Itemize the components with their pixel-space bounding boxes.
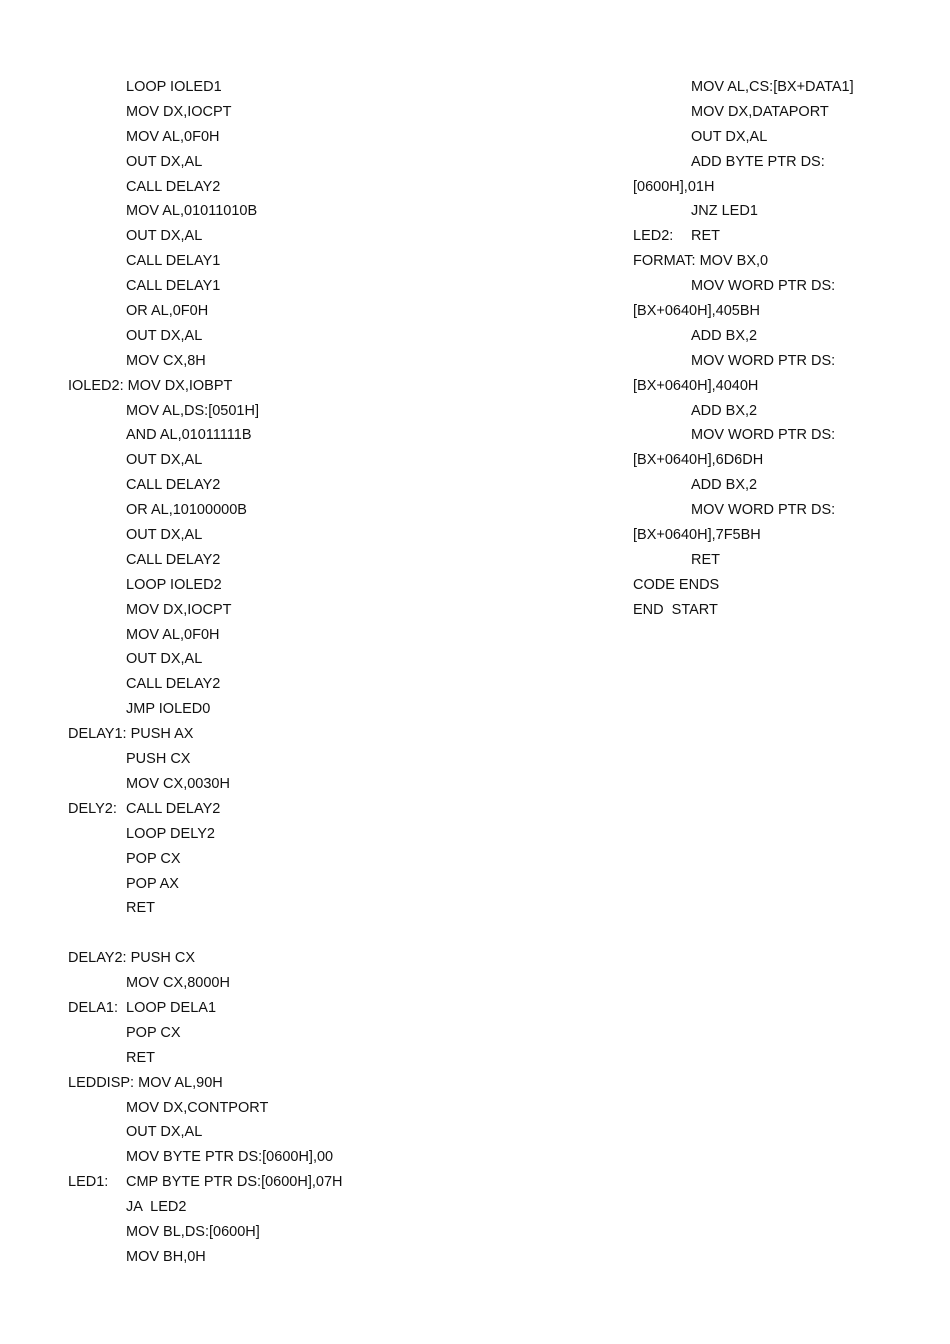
- code-instruction: CALL DELAY2: [126, 800, 221, 817]
- code-line: [68, 498, 488, 523]
- code-instruction: [0600H],01H: [633, 178, 715, 195]
- code-instruction: [BX+0640H],6D6DH: [633, 452, 764, 469]
- code-line: [68, 150, 488, 175]
- code-label: LED1:: [68, 1174, 109, 1191]
- code-instruction: MOV WORD PTR DS:: [691, 352, 836, 369]
- code-line: [68, 573, 488, 598]
- code-line: [68, 1046, 488, 1071]
- code-line: [68, 274, 488, 299]
- code-line: [633, 573, 933, 598]
- code-instruction: MOV AL,CS:[BX+DATA1]: [691, 79, 854, 95]
- code-instruction: RET: [691, 551, 720, 568]
- code-line: [68, 647, 488, 672]
- code-instruction: [BX+0640H],4040H: [633, 377, 759, 394]
- code-instruction: MOV AL,0F0H: [126, 626, 220, 643]
- code-line: [68, 448, 488, 473]
- code-instruction: MOV AL,01011010B: [126, 203, 258, 220]
- code-instruction: MOV BL,DS:[0600H]: [126, 1223, 260, 1240]
- code-instruction: CALL DELAY2: [126, 178, 221, 195]
- code-instruction: CALL DELAY1: [126, 278, 221, 295]
- code-instruction: OUT DX,AL: [126, 1124, 203, 1141]
- code-line: [68, 921, 488, 946]
- code-instruction: ADD BYTE PTR DS:: [691, 153, 825, 170]
- code-instruction: OUT DX,AL: [126, 228, 203, 245]
- code-line: [68, 872, 488, 897]
- code-line: [68, 224, 488, 249]
- code-line: [68, 1096, 488, 1121]
- code-line: [633, 498, 933, 523]
- code-instruction: MOV AL,DS:[0501H]: [126, 402, 259, 419]
- code-line: [633, 224, 933, 249]
- code-instruction: END START: [633, 601, 718, 618]
- code-line: [68, 399, 488, 424]
- code-instruction: LOOP DELY2: [126, 825, 215, 842]
- code-label: DELAY1:: [68, 726, 127, 743]
- code-line: [68, 1170, 488, 1195]
- code-instruction: ADD BX,2: [691, 402, 758, 419]
- code-instruction: MOV CX,8H: [126, 352, 206, 369]
- code-line: [68, 75, 488, 100]
- code-instruction: PUSH CX: [126, 751, 191, 768]
- code-label: IOLED2:: [68, 377, 124, 394]
- code-line: [68, 349, 488, 374]
- code-instruction: MOV DX,DATAPORT: [691, 103, 829, 120]
- code-line: [68, 996, 488, 1021]
- code-line: [68, 199, 488, 224]
- code-label: FORMAT:: [633, 253, 696, 270]
- code-instruction: [BX+0640H],405BH: [633, 303, 760, 320]
- code-line: [68, 747, 488, 772]
- code-line: [633, 473, 933, 498]
- code-line: [68, 1245, 488, 1270]
- code-instruction: MOV DX,IOCPT: [126, 601, 232, 618]
- code-label: DELA1:: [68, 999, 118, 1016]
- code-instruction: MOV CX,0030H: [126, 775, 230, 792]
- code-line: [68, 548, 488, 573]
- code-line: [633, 150, 933, 175]
- code-line: [68, 1021, 488, 1046]
- code-instruction: JNZ LED1: [691, 203, 758, 220]
- code-line: [633, 249, 933, 274]
- code-instruction: OUT DX,AL: [126, 153, 203, 170]
- code-line: [68, 772, 488, 797]
- code-instruction: LOOP IOLED2: [126, 576, 222, 593]
- code-line: [633, 274, 933, 299]
- code-line: [68, 1071, 488, 1096]
- code-line: [68, 697, 488, 722]
- code-instruction: OUT DX,AL: [126, 327, 203, 344]
- code-instruction: MOV AL,0F0H: [126, 128, 220, 145]
- code-line: [633, 175, 933, 200]
- code-line: [68, 1120, 488, 1145]
- code-instruction: JA LED2: [126, 1199, 187, 1216]
- code-line: [68, 473, 488, 498]
- code-line: [633, 548, 933, 573]
- code-instruction: MOV WORD PTR DS:: [691, 278, 836, 295]
- code-line: [633, 100, 933, 125]
- code-line: [68, 896, 488, 921]
- code-line: [68, 623, 488, 648]
- code-line: [68, 175, 488, 200]
- code-label: LED2:: [633, 228, 674, 245]
- code-line: [68, 100, 488, 125]
- code-instruction: OUT DX,AL: [126, 452, 203, 469]
- code-line: [633, 399, 933, 424]
- code-line: [633, 349, 933, 374]
- code-instruction: CODE ENDS: [633, 576, 720, 593]
- code-instruction: POP AX: [126, 875, 179, 892]
- code-instruction: [BX+0640H],7F5BH: [633, 527, 761, 544]
- code-line: [633, 374, 933, 399]
- code-line: [633, 299, 933, 324]
- code-instruction: CALL DELAY2: [126, 477, 221, 494]
- code-line: [68, 971, 488, 996]
- code-instruction: MOV WORD PTR DS:: [691, 502, 836, 519]
- code-line: [633, 75, 933, 100]
- code-line: [68, 423, 488, 448]
- code-instruction: MOV DX,CONTPORT: [126, 1099, 269, 1116]
- code-line: [633, 423, 933, 448]
- code-instruction: MOV DX,IOBPT: [127, 377, 233, 394]
- code-line: [68, 374, 488, 399]
- code-line: [68, 946, 488, 971]
- code-line: [68, 249, 488, 274]
- code-instruction: RET: [126, 1049, 155, 1066]
- code-line: [68, 672, 488, 697]
- code-instruction: OUT DX,AL: [126, 527, 203, 544]
- code-instruction: RET: [691, 228, 720, 245]
- code-line: [68, 598, 488, 623]
- code-instruction: POP CX: [126, 850, 181, 867]
- code-instruction: MOV BX,0: [699, 253, 769, 270]
- code-line: [68, 1145, 488, 1170]
- code-instruction: MOV AL,90H: [138, 1074, 223, 1091]
- code-line: [633, 125, 933, 150]
- code-line: [68, 1220, 488, 1245]
- code-line: [68, 797, 488, 822]
- code-instruction: MOV DX,IOCPT: [126, 103, 232, 120]
- code-label: DELY2:: [68, 800, 117, 817]
- code-line: [633, 523, 933, 548]
- code-line: [68, 1195, 488, 1220]
- code-instruction: MOV CX,8000H: [126, 975, 230, 992]
- code-instruction: CALL DELAY2: [126, 551, 221, 568]
- code-instruction: LOOP DELA1: [126, 999, 217, 1016]
- code-label: DELAY2:: [68, 950, 127, 967]
- code-label: LEDDISP:: [68, 1074, 135, 1091]
- code-line: [68, 523, 488, 548]
- code-instruction: MOV BYTE PTR DS:[0600H],00: [126, 1149, 334, 1166]
- code-line: [68, 822, 488, 847]
- code-instruction: MOV WORD PTR DS:: [691, 427, 836, 444]
- right-code-column: [633, 75, 933, 623]
- code-instruction: PUSH CX: [130, 950, 196, 967]
- code-instruction: CMP BYTE PTR DS:[0600H],07H: [126, 1174, 343, 1191]
- code-instruction: CALL DELAY1: [126, 253, 221, 270]
- code-instruction: OUT DX,AL: [691, 128, 768, 145]
- code-line: [633, 598, 933, 623]
- code-line: [633, 448, 933, 473]
- left-code-column: [68, 75, 488, 1270]
- code-instruction: LOOP IOLED1: [126, 79, 222, 95]
- code-line: [633, 199, 933, 224]
- code-instruction: JMP IOLED0: [126, 701, 211, 718]
- code-instruction: OUT DX,AL: [126, 651, 203, 668]
- code-line: [633, 324, 933, 349]
- code-line: [68, 722, 488, 747]
- code-instruction: ADD BX,2: [691, 327, 758, 344]
- code-instruction: ADD BX,2: [691, 477, 758, 494]
- code-instruction: CALL DELAY2: [126, 676, 221, 693]
- code-instruction: PUSH AX: [130, 726, 194, 743]
- code-instruction: OR AL,0F0H: [126, 303, 209, 320]
- code-instruction: MOV BH,0H: [126, 1248, 206, 1265]
- code-instruction: AND AL,01011111B: [126, 427, 252, 444]
- code-instruction: RET: [126, 900, 155, 917]
- code-line: [68, 324, 488, 349]
- code-line: [68, 299, 488, 324]
- code-line: [68, 125, 488, 150]
- code-instruction: OR AL,10100000B: [126, 502, 247, 519]
- code-instruction: POP CX: [126, 1024, 181, 1041]
- code-line: [68, 847, 488, 872]
